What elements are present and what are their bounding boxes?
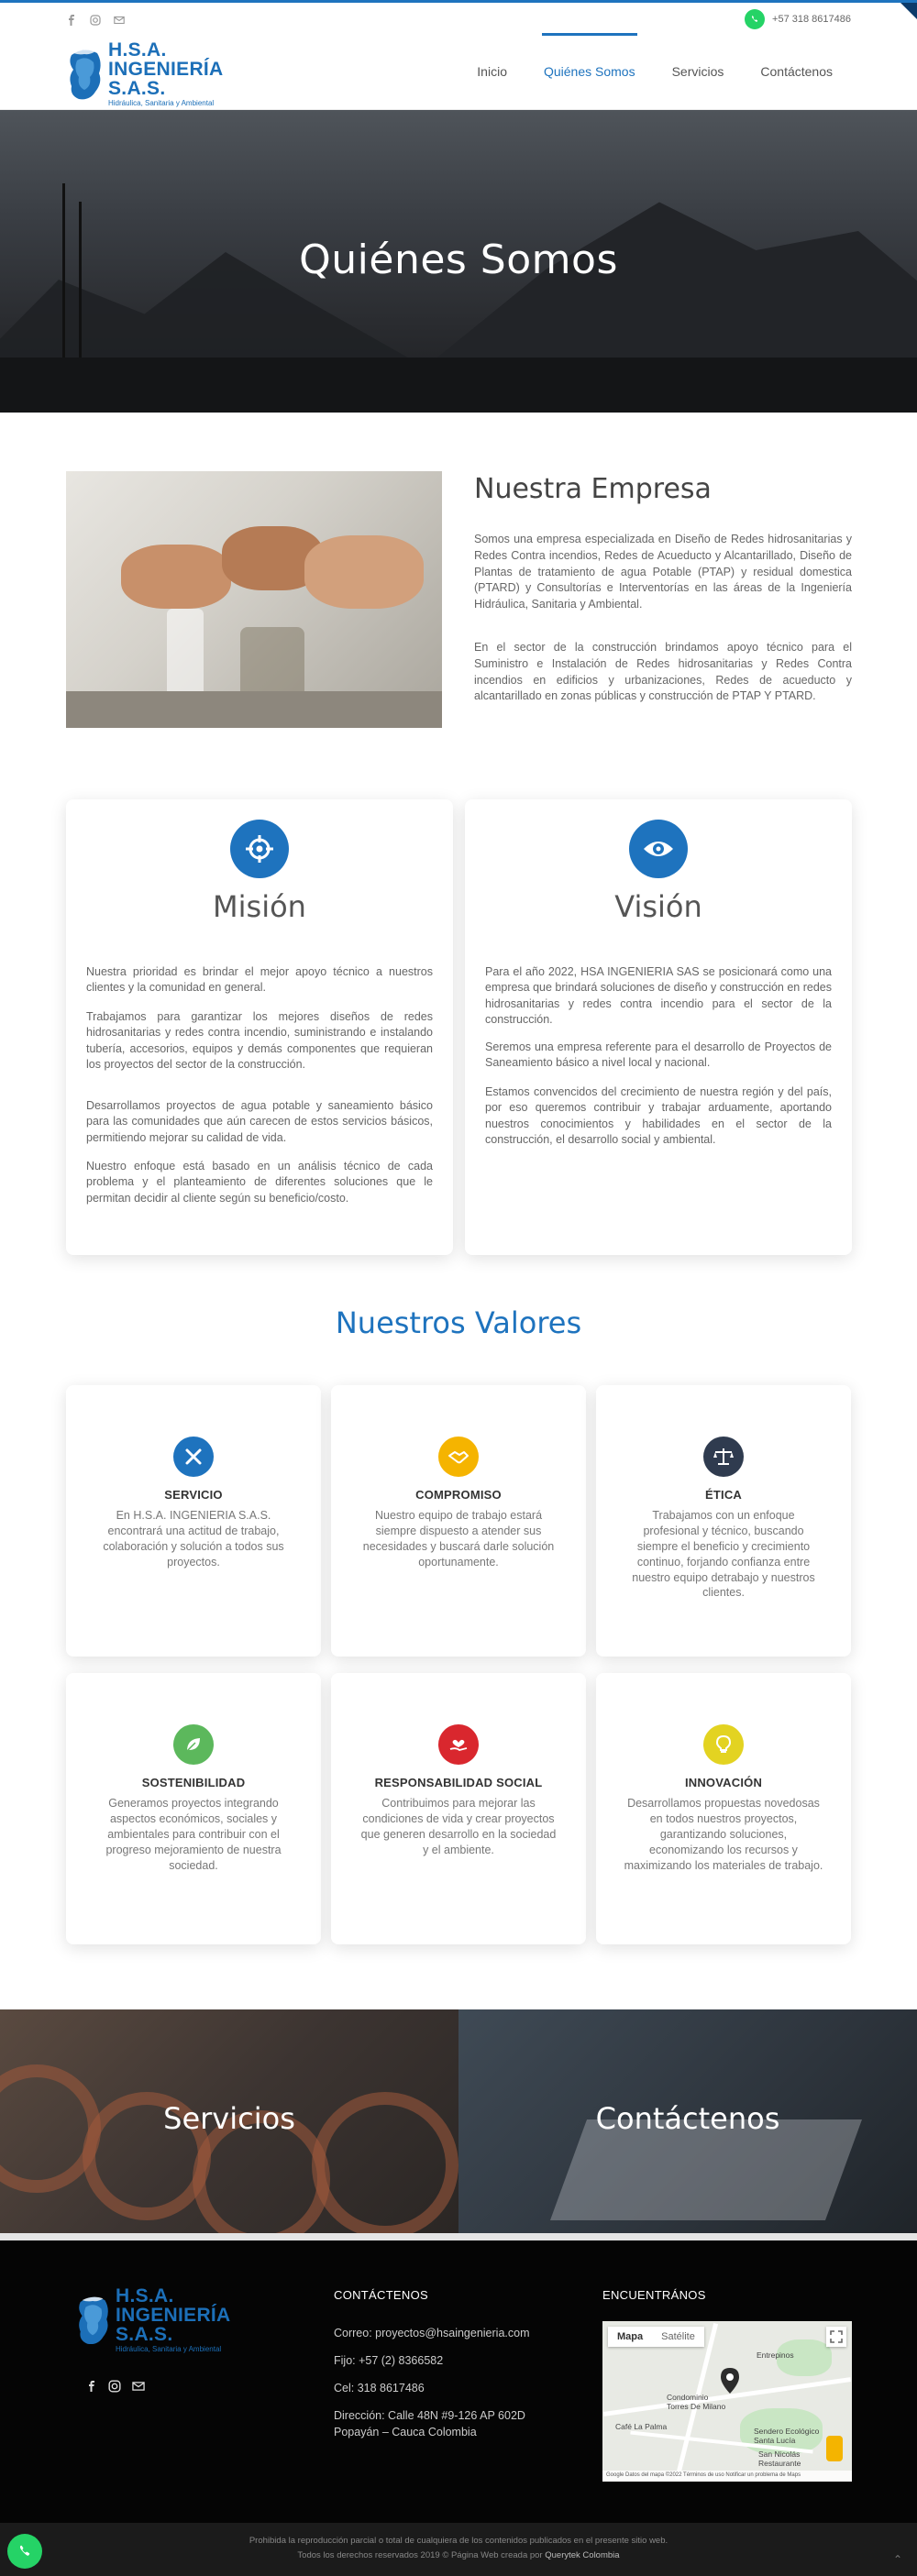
mision-paragraph-3: Desarrollamos proyectos de agua potable y saneamiento básico para las comunidades que aún carecen de estos servicios básicos, permitiendo mejorar su calidad de vida. xyxy=(86,1099,433,1144)
footer-address-2: Popayán – Cauca Colombia xyxy=(334,2426,477,2438)
nav-quienes-somos[interactable]: Quiénes Somos xyxy=(525,33,654,110)
valor-title: INNOVACIÓN xyxy=(684,1776,763,1789)
nav-servicios[interactable]: Servicios xyxy=(671,64,724,79)
email-icon[interactable] xyxy=(132,2380,145,2397)
footer-map-title: ENCUENTRÁNOS xyxy=(602,2288,706,2302)
valores-title: Nuestros Valores xyxy=(335,1305,582,1340)
balance-scale-icon xyxy=(703,1437,744,1477)
top-phone[interactable] xyxy=(745,9,851,29)
fullscreen-icon[interactable] xyxy=(826,2327,846,2347)
valor-text: Desarrollamos propuestas novedosas en todos nuestros proyectos, garantizando soluciones, economizando los recursos y maximizando los materiales de trabajo. xyxy=(624,1797,823,1872)
mision-card xyxy=(66,799,453,1255)
chevron-up-icon[interactable]: ⌃ xyxy=(892,2552,902,2566)
valor-text: En H.S.A. INGENIERIA S.A.S. encontrará una actitud de trabajo, colaboración y solución a todos sus proyectos. xyxy=(103,1509,284,1569)
valor-title: SERVICIO xyxy=(164,1488,223,1502)
vision-paragraph-2: Seremos una empresa referente para el desarrollo de Proyectos de Saneamiento básico a nivel local y nacional. xyxy=(485,1040,832,1070)
footer-email[interactable]: Correo: proyectos@hsaingenieria.com xyxy=(334,2327,530,2339)
valor-title: SOSTENIBILIDAD xyxy=(141,1776,246,1789)
logo-line-1: H.S.A. xyxy=(116,2285,174,2306)
image-table xyxy=(66,691,442,728)
whatsapp-float-icon[interactable] xyxy=(7,2534,42,2569)
valor-title: ÉTICA xyxy=(705,1488,742,1502)
mision-paragraph-2: Trabajamos para garantizar los mejores diseños de redes hidrosanitarias y redes contra incendio, suministrando e instalando tubería, accesorios, equipos y demás componentes que requieran los proyectos del sector de la construcción. xyxy=(86,1010,433,1071)
embedded-map[interactable] xyxy=(602,2321,852,2482)
lion-icon xyxy=(75,2293,112,2348)
logo-tagline: Hidráulica, Sanitaria y Ambiental xyxy=(116,2345,222,2353)
map-type-tabs xyxy=(608,2327,704,2347)
logo-line-3: S.A.S. xyxy=(108,78,166,99)
valor-card-responsabilidad xyxy=(331,1673,586,1944)
map-label: Sendero Ecológico Santa Lucía xyxy=(754,2427,820,2445)
hero-ground xyxy=(0,358,917,413)
valor-text: Contribuimos para mejorar las condiciones de vida y crear proyectos que generen desarrollo en la sociedad y el ambiente. xyxy=(360,1797,557,1856)
facebook-icon[interactable] xyxy=(86,2380,97,2397)
map-tab-satellite[interactable]: Satélite xyxy=(661,2331,695,2342)
vision-title: Visión xyxy=(614,889,702,924)
page-title: Quiénes Somos xyxy=(299,237,618,283)
map-tab-map[interactable]: Mapa xyxy=(617,2331,644,2342)
footer-social-links xyxy=(86,2380,145,2397)
mision-paragraph-4: Nuestro enfoque está basado en un análisis técnico de cada problema y el planteamiento de diferentes soluciones que le permitan decidir al cliente según su beneficio/costo. xyxy=(86,1160,433,1205)
valor-title: COMPROMISO xyxy=(415,1488,502,1502)
copyright-line-1: Prohibida la reproducción parcial o total de cualquiera de los contenidos publicados en el presente sitio web. xyxy=(249,2536,668,2546)
footer-phone-fijo[interactable]: Fijo: +57 (2) 8366582 xyxy=(334,2354,444,2367)
valor-title: RESPONSABILIDAD SOCIAL xyxy=(374,1776,543,1789)
vision-paragraph-1: Para el año 2022, HSA INGENIERIA SAS se posicionará como una empresa que brindará soluciones de diseño y construcción en redes hidrosanitarias y redes contra incendio para el sector de la construcción. xyxy=(485,965,833,1026)
location-pin-icon[interactable] xyxy=(720,2367,740,2394)
lion-icon xyxy=(66,46,105,103)
crosshair-icon xyxy=(230,820,289,878)
site-footer xyxy=(0,2240,917,2523)
instagram-icon[interactable] xyxy=(90,14,101,25)
vision-paragraph-3: Estamos convencidos del crecimiento de nuestra región y del país, por eso queremos contribuir y trabajar arduamente, aportando nuestros conocimientos y habilidades en el sector de la construcción, el desarrollo social y ambiental. xyxy=(485,1085,832,1146)
corner-ribbon xyxy=(900,3,917,19)
facebook-icon[interactable] xyxy=(66,14,77,25)
logo-line-1: H.S.A. xyxy=(108,39,167,61)
site-logo[interactable] xyxy=(66,40,224,107)
top-social-links xyxy=(66,14,125,25)
main-nav xyxy=(458,33,851,110)
footer-logo[interactable] xyxy=(75,2286,231,2353)
section-divider xyxy=(0,2233,917,2240)
logo-line-2: INGENIERÍA xyxy=(116,2305,231,2326)
logo-text xyxy=(108,40,224,107)
team-fists-image xyxy=(66,471,442,728)
heart-hand-icon xyxy=(438,1724,479,1765)
nav-inicio[interactable]: Inicio xyxy=(477,64,507,79)
copyright-text: Todos los derechos reservados 2019 © Página Web creada por xyxy=(297,2550,543,2561)
empresa-paragraph-2: En el sector de la construcción brindamos apoyo técnico para el Suministro e Instalación de Redes hidrosanitarias y Redes Contra incendios en edificios y urbanizaciones, Redes de acueducto y alcantarillado en zonas públicas y construcción de PTAP Y PTARD. xyxy=(474,641,852,703)
valor-card-compromiso xyxy=(331,1385,586,1657)
valor-card-sostenibilidad xyxy=(66,1673,321,1944)
eye-icon xyxy=(629,820,688,878)
map-label: Condominio Torres De Milano xyxy=(667,2393,726,2411)
lightbulb-icon xyxy=(703,1724,744,1765)
street-view-icon[interactable] xyxy=(826,2436,843,2461)
valor-card-etica xyxy=(596,1385,851,1657)
site-header xyxy=(0,33,917,110)
map-label: Café La Palma xyxy=(615,2422,668,2431)
map-label: San Nicolás Restaurante xyxy=(758,2449,801,2468)
map-label: Entrepinos xyxy=(757,2350,794,2360)
handshake-icon xyxy=(438,1437,479,1477)
instagram-icon[interactable] xyxy=(108,2380,121,2397)
hero-banner xyxy=(0,110,917,413)
whatsapp-icon[interactable] xyxy=(745,9,765,29)
phone-number[interactable]: +57 318 8617486 xyxy=(772,14,851,25)
valor-text: Nuestro equipo de trabajo estará siempre dispuesto a atender sus necesidades y buscará darle solución oportunamente. xyxy=(362,1509,555,1569)
copyright-bar xyxy=(0,2523,917,2576)
servicios-banner[interactable] xyxy=(0,2009,458,2233)
mision-title: Misión xyxy=(213,889,306,924)
copyright-line-2 xyxy=(0,2548,917,2563)
tools-icon xyxy=(173,1437,214,1477)
map-attribution: Google Datos del mapa ©2022 Términos de uso Notificar un problema de Maps xyxy=(602,2471,852,2482)
top-bar xyxy=(0,0,917,33)
valor-card-innovacion xyxy=(596,1673,851,1944)
nav-contactenos[interactable]: Contáctenos xyxy=(760,64,833,79)
logo-line-2: INGENIERÍA xyxy=(108,59,224,80)
servicios-banner-label[interactable]: Servicios xyxy=(163,2101,295,2136)
hero-mountain-right xyxy=(403,193,917,385)
logo-line-3: S.A.S. xyxy=(116,2324,173,2345)
footer-address-1: Dirección: Calle 48N #9-126 AP 602D xyxy=(334,2409,525,2422)
valor-text: Generamos proyectos integrando aspectos económicos, sociales y ambientales para contribuir con el progreso mejoramiento de nuestra sociedad. xyxy=(105,1797,282,1872)
email-icon[interactable] xyxy=(114,14,125,25)
footer-phone-cel[interactable]: Cel: 318 8617486 xyxy=(334,2382,425,2394)
image-shape xyxy=(304,535,424,609)
empresa-title: Nuestra Empresa xyxy=(474,473,712,505)
footer-contact-title: CONTÁCTENOS xyxy=(334,2288,428,2302)
logo-tagline: Hidráulica, Sanitaria y Ambiental xyxy=(108,99,215,107)
valor-card-servicio xyxy=(66,1385,321,1657)
hero-pole xyxy=(79,202,82,367)
empresa-paragraph-1: Somos una empresa especializada en Diseño de Redes hidrosanitarias y Redes Contra incendios, Redes de Acueducto y Alcantarillado, Diseño de Plantas de tratamiento de agua Potable (PTAP) y residual domestica (PTARD) y Consultorías e Interventorías en las áreas de la Ingeniería Hidráulica, Sanitaria y Ambiental. xyxy=(474,533,852,611)
copyright-author-link[interactable]: Querytek Colombia xyxy=(545,2550,620,2561)
valor-text: Trabajamos con un enfoque profesional y técnico, buscando siempre el beneficio y crecimiento continuo, forjando confianza entre nuestro equipo detrabajo y nuestros clientes. xyxy=(632,1509,815,1600)
vision-card xyxy=(465,799,852,1255)
contactenos-banner-label[interactable]: Contáctenos xyxy=(595,2101,780,2136)
mision-paragraph-1: Nuestra prioridad es brindar el mejor apoyo técnico a nuestros clientes y la comunidad en general. xyxy=(86,965,433,995)
contactenos-banner[interactable] xyxy=(458,2009,917,2233)
leaf-icon xyxy=(173,1724,214,1765)
image-shape xyxy=(121,545,231,609)
footer-logo-text xyxy=(116,2286,231,2353)
